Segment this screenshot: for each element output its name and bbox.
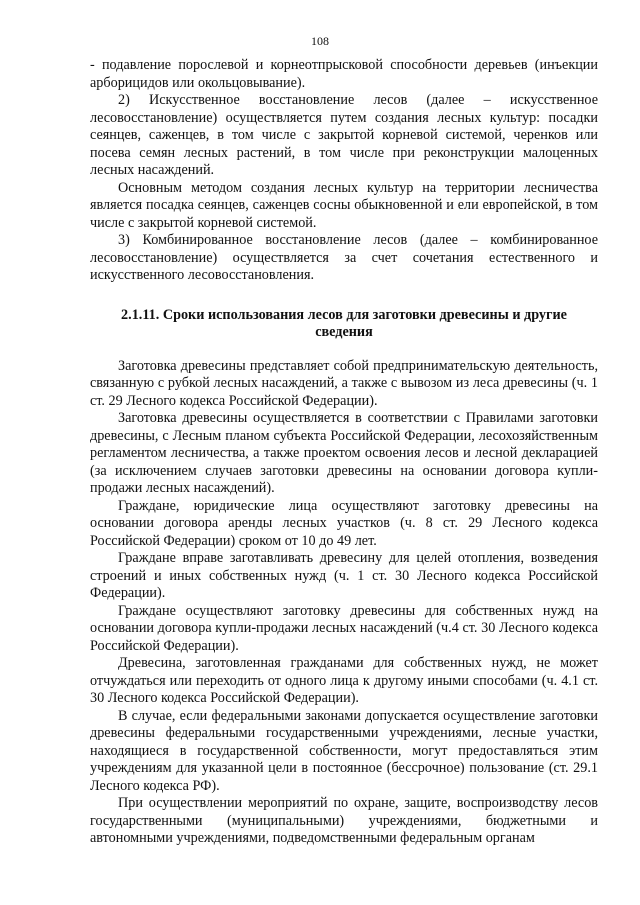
paragraph-list-item: - подавление порослевой и корнеотпрысковой способности деревьев (инъекции арборицидов или окольцовывание). — [90, 57, 598, 91]
paragraph-logging-rules: Заготовка древесины осуществляется в соответствии с Правилами заготовки древесины, с Лесным планом субъекта Российской Федерации, лесохозяйственным регламентом лесничества, а также проектом освоения лесов и лесной декларацией (за исключением случаев заготовки древесины на основании договора купли-продажи лесных насаждений). — [90, 410, 598, 496]
paragraph-own-needs-contract: Граждане осуществляют заготовку древесины для собственных нужд на основании договора купли-продажи лесных насаждений (ч.4 ст. 30 Лесного кодекса Российской Федерации). — [90, 602, 598, 654]
paragraph-main-method: Основным методом создания лесных культур на территории лесничества является посадка сеянцев, саженцев сосны обыкновенной и ели европейской, в том числе с закрытой корневой системой. — [90, 179, 598, 231]
page-number: 108 — [311, 34, 329, 48]
page-content — [90, 57, 598, 848]
paragraph-combined-reforestation: 3) Комбинированное восстановление лесов (далее – комбинированное лесовосстановление) осуществляется за счет сочетания естественного и искусственного лесовосстановления. — [90, 232, 598, 283]
paragraph-citizens-right: Граждане вправе заготавливать древесину для целей отопления, возведения строений и иных собственных нужд (ч. 1 ст. 30 Лесного кодекса Российской Федерации). — [90, 550, 598, 601]
paragraph-artificial-reforestation: 2) Искусственное восстановление лесов (далее – искусственное лесовосстановление) осуществляется путем создания лесных культур: посадки сеянцев, саженцев, в том числе с закрытой корневой системой, черенков или посева семян лесных растений, в том числе при реконструкции малоценных лесных насаждений. — [90, 92, 598, 178]
paragraph-protection-measures: При осуществлении мероприятий по охране, защите, воспроизводству лесов государственными (муниципальными) учреждениями, бюджетными и автономными учреждениями, подведомственными федеральным органам — [90, 795, 598, 846]
paragraph-lease-term: Граждане, юридические лица осуществляют заготовку древесины на основании договора аренды лесных участков (ч. 8 ст. 29 Лесного кодекса Российской Федерации) сроком от 10 до 49 лет. — [90, 497, 598, 549]
paragraph-federal-institutions: В случае, если федеральными законами допускается осуществление заготовки древесины федеральными государственными учреждениями, лесные участки, находящиеся в государственной собственности, могут предоставляться этим учреждениям для указанной цели в постоянное (бессрочное) пользование (ст. 29.1 Лесного кодекса РФ). — [90, 707, 598, 794]
section-heading: 2.1.11. Сроки использования лесов для заготовки древесины и другие сведения — [121, 306, 567, 340]
paragraph-no-alienation: Древесина, заготовленная гражданами для собственных нужд, не может отчуждаться или переходить от одного лица к другому иными способами (ч. 4.1 ст. 30 Лесного кодекса Российской Федерации). — [90, 655, 598, 706]
paragraph-logging-definition: Заготовка древесины представляет собой предпринимательскую деятельность, связанную с рубкой лесных насаждений, а также с вывозом из леса древесины (ч. 1 ст. 29 Лесного кодекса Российской Федерации). — [90, 357, 598, 409]
